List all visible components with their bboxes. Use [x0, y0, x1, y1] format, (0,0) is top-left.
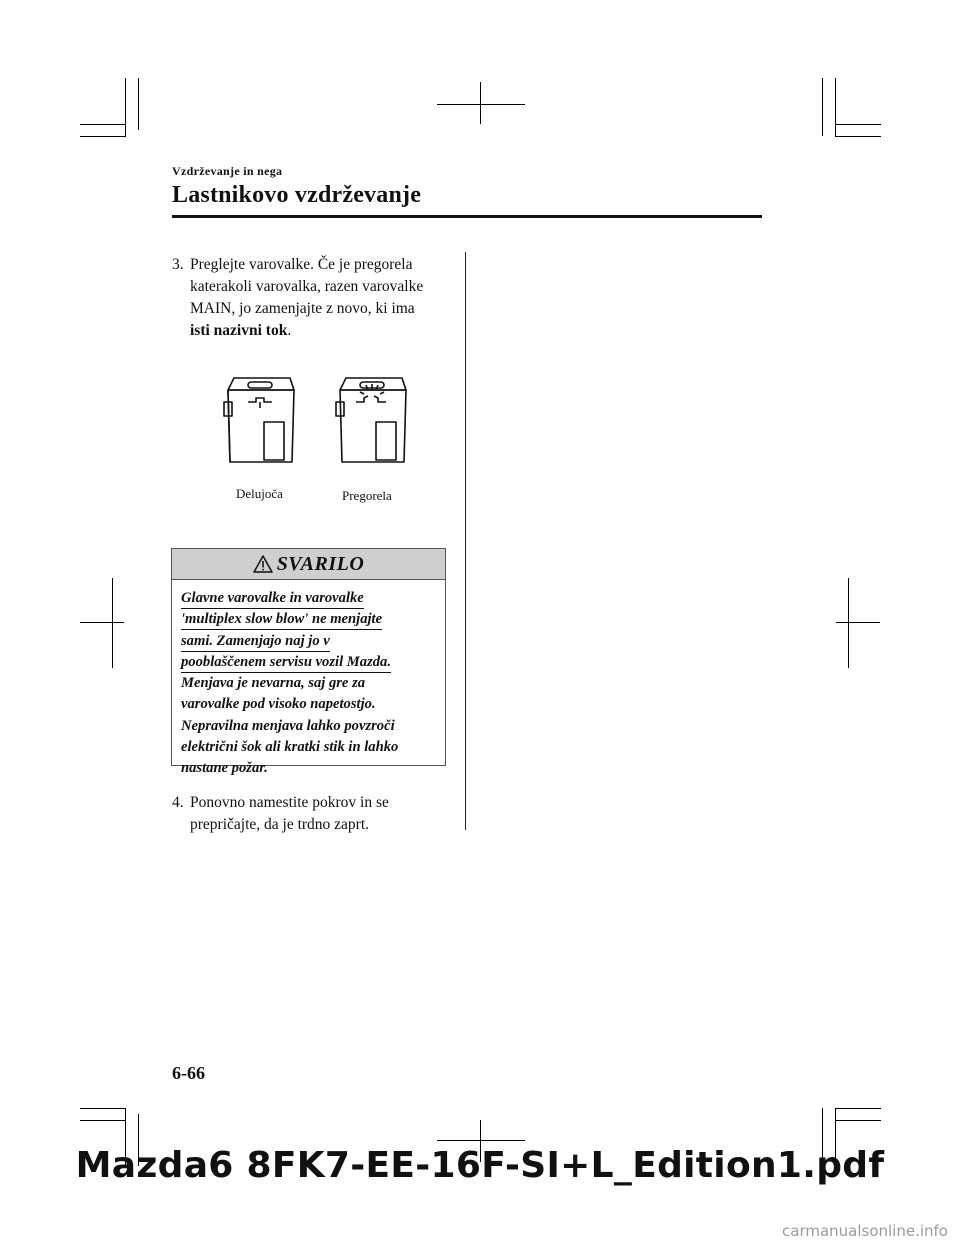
warning-line: sami. Zamenjajo naj jo v: [181, 632, 330, 652]
fuse-blown-icon: [336, 378, 406, 462]
step-4: [172, 792, 462, 836]
warning-triangle-icon: [253, 555, 273, 573]
step-text: Ponovno namestite pokrov in se: [190, 794, 389, 811]
step-text: Preglejte varovalke. Če je pregorela: [190, 256, 413, 273]
footer-filename: Mazda6 8FK7-EE-16F-SI+L_Edition1.pdf: [75, 1145, 885, 1186]
warning-text: [172, 580, 445, 780]
warning-line: električni šok ali kratki stik in lahko: [181, 739, 399, 756]
warning-line: varovalke pod visoko napetostjo.: [181, 696, 376, 713]
step-3: [172, 254, 462, 342]
step-number: 4.: [172, 794, 184, 811]
step-text: katerakoli varovalka, razen varovalke: [190, 278, 424, 295]
warning-title: SVARILO: [276, 552, 365, 575]
step-emphasis: isti nazivni tok: [190, 322, 288, 339]
section-subtitle: Vzdrževanje in nega: [172, 164, 283, 178]
step-number: 3.: [172, 256, 184, 273]
fuse-working-icon: [224, 378, 294, 462]
column-divider: [465, 252, 466, 830]
fuse-illustration: [218, 372, 418, 512]
label-blown: Pregorela: [342, 488, 392, 503]
step-text-end: .: [287, 322, 292, 339]
warning-line: nastane požar.: [181, 760, 268, 777]
label-working: Delujoča: [236, 486, 283, 501]
step-text: prepričajte, da je trdno zaprt.: [190, 816, 370, 833]
watermark: carmanualsonline.info: [782, 1222, 948, 1240]
page-number: 6-66: [172, 1063, 205, 1083]
title-rule: [172, 215, 762, 218]
warning-line: Nepravilna menjava lahko povzroči: [181, 717, 395, 734]
warning-line: 'multiplex slow blow' ne menjajte: [181, 610, 382, 630]
warning-line: Menjava je nevarna, saj gre za: [181, 675, 366, 692]
fuse-drawing: [218, 372, 418, 482]
step-text: MAIN, jo zamenjajte z novo, ki ima: [190, 300, 415, 317]
warning-header: [172, 549, 445, 580]
warning-line: Glavne varovalke in varovalke: [181, 589, 364, 609]
warning-box: [171, 548, 446, 777]
page-title: Lastnikovo vzdrževanje: [172, 182, 422, 208]
warning-line: pooblaščenem servisu vozil Mazda.: [181, 653, 391, 673]
